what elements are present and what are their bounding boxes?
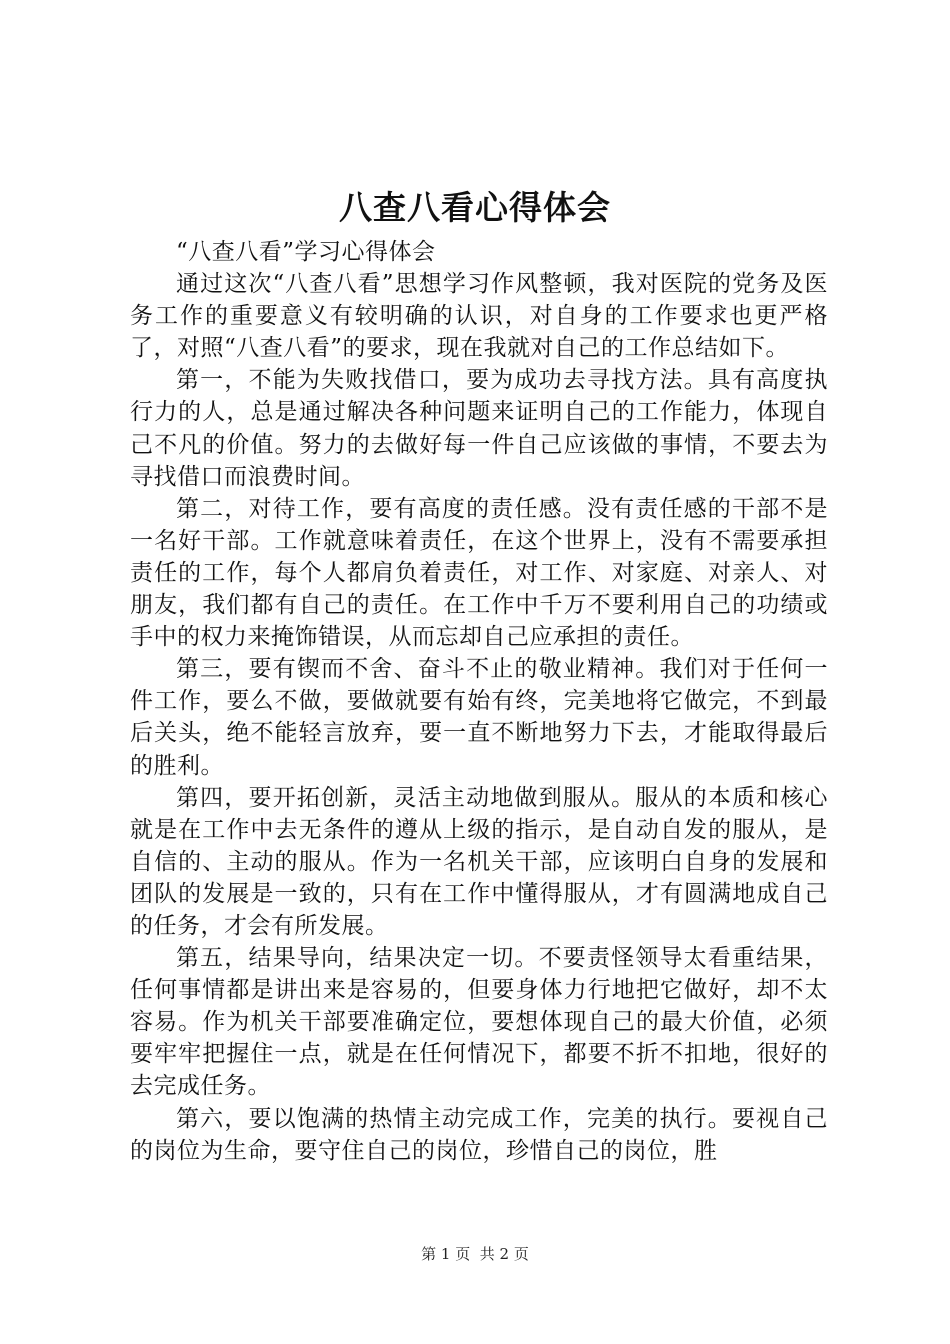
page-number-footer: 第 1 页 共 2 页 <box>421 1245 529 1263</box>
point-six-paragraph: 第六，要以饱满的热情主动完成工作，完美的执行。要视自己的岗位为生命，要守住自己的岗位，珍惜自己的岗位，胜 <box>130 1105 828 1164</box>
point-five-paragraph: 第五，结果导向，结果决定一切。不要责怪领导太看重结果，任何事情都是讲出来是容易的，但要身体力行地把它做好，却不太容易。作为机关干部要准确定位，要想体现自己的最大价值，必须要牢牢把握住一点，就是在任何情况下，都要不折不扣地，很好的去完成任务。 <box>130 945 828 1100</box>
intro-paragraph: 通过这次“八查八看”思想学习作风整顿，我对医院的党务及医务工作的重要意义有较明确的认识，对自身的工作要求也更严格了，对照“八查八看”的要求，现在我就对自己的工作总结如下。 <box>130 271 828 362</box>
point-three-paragraph: 第三，要有锲而不舍、奋斗不止的敬业精神。我们对于任何一件工作，要么不做，要做就要有始有终，完美地将它做完，不到最后关头，绝不能轻言放弃，要一直不断地努力下去，才能取得最后的胜利。 <box>130 656 828 779</box>
point-two-paragraph: 第二，对待工作，要有高度的责任感。没有责任感的干部不是一名好干部。工作就意味着责任，在这个世界上，没有不需要承担责任的工作，每个人都肩负着责任，对工作、对家庭、对亲人、对朋友，我们都有自己的责任。在工作中千万不要利用自己的功绩或手中的权力来掩饰错误，从而忘却自己应承担的责任。 <box>130 495 828 651</box>
point-four-paragraph: 第四，要开拓创新，灵活主动地做到服从。服从的本质和核心就是在工作中去无条件的遵从上级的指示，是自动自发的服从，是自信的、主动的服从。作为一名机关干部，应该明白自身的发展和团队的发展是一致的，只有在工作中懂得服从，才有圆满地成自己的任务，才会有所发展。 <box>130 784 828 939</box>
point-one-paragraph: 第一，不能为失败找借口，要为成功去寻找方法。具有高度执行力的人，总是通过解决各种问题来证明自己的工作能力，体现自己不凡的价值。努力的去做好每一件自己应该做的事情，不要去为寻找借口而浪费时间。 <box>130 367 828 490</box>
document-body <box>130 236 828 1167</box>
document-title: 八查八看心得体会 <box>339 188 611 227</box>
subtitle-paragraph: “八查八看”学习心得体会 <box>176 239 436 265</box>
